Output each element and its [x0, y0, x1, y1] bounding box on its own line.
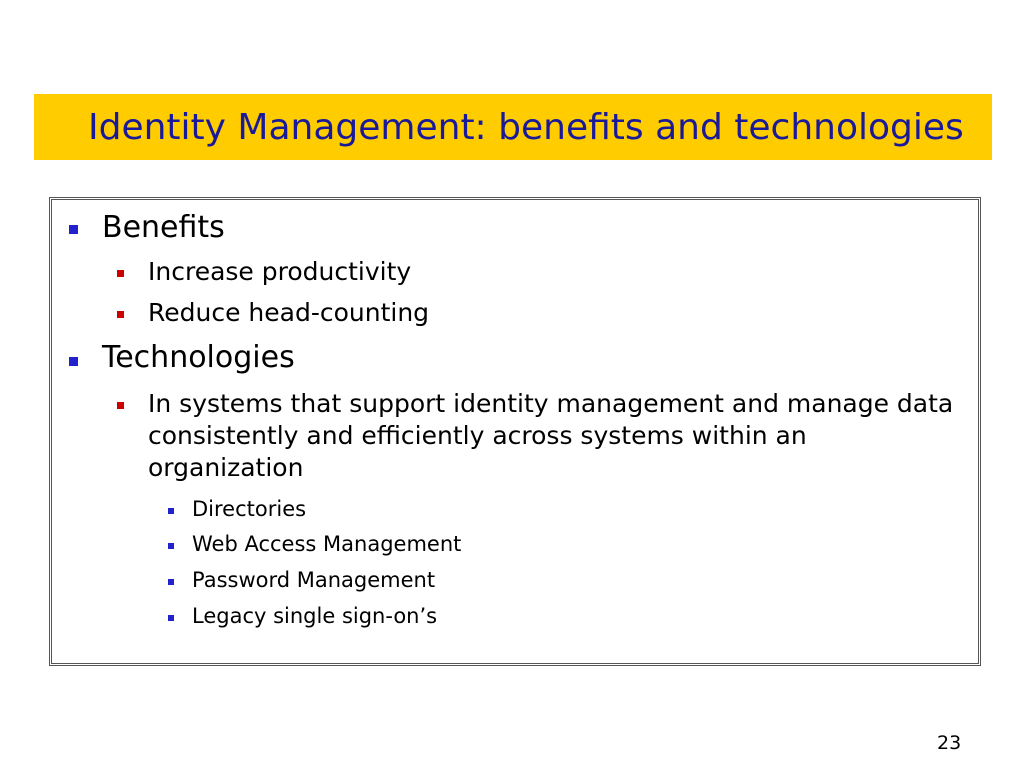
square-bullet-icon	[117, 270, 124, 277]
square-bullet-icon	[168, 508, 174, 514]
bullet-directories: Directories	[192, 497, 307, 521]
bullet-systems-description: In systems that support identity management and manage data consistently and efficiently across systems within an organization	[148, 389, 954, 482]
square-bullet-icon	[69, 225, 78, 234]
page-number: 23	[937, 732, 962, 754]
square-bullet-icon	[168, 579, 174, 585]
square-bullet-icon	[168, 543, 174, 549]
square-bullet-icon	[117, 402, 124, 409]
bullet-password-management: Password Management	[192, 568, 436, 592]
square-bullet-icon	[69, 357, 78, 366]
square-bullet-icon	[168, 615, 174, 621]
bullet-web-access-management: Web Access Management	[192, 532, 462, 556]
slide-title-bar	[34, 94, 992, 160]
bullet-benefits: Benefits	[102, 210, 225, 245]
bullet-legacy-sso: Legacy single sign-on’s	[192, 604, 438, 628]
bullet-reduce-head-counting: Reduce head-counting	[148, 298, 430, 327]
bullet-list	[52, 200, 978, 663]
bullet-technologies: Technologies	[102, 340, 295, 375]
bullet-increase-productivity: Increase productivity	[148, 257, 412, 286]
slide-title: Identity Management: benefits and technologies	[88, 107, 964, 148]
slide-content-box	[49, 197, 981, 666]
square-bullet-icon	[117, 311, 124, 318]
